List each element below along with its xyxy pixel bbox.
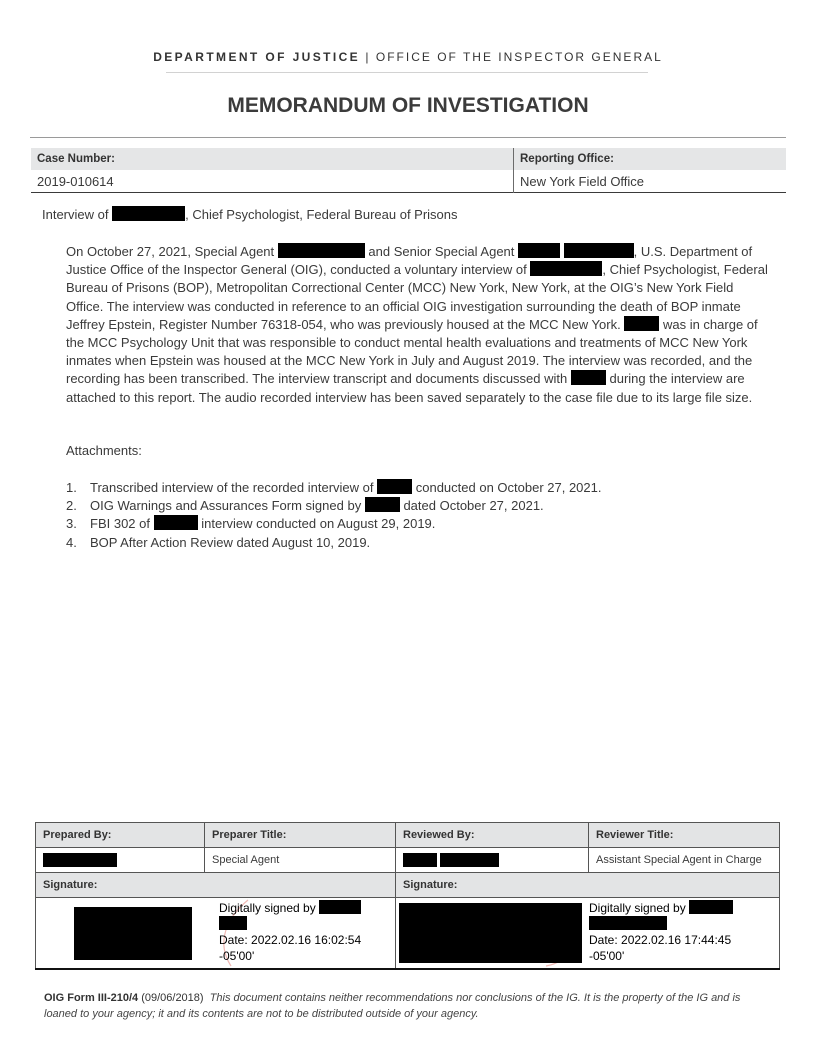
preparer-signature-label: Signature: [36,873,396,898]
interview-subject [42,206,458,222]
redaction [319,900,361,914]
reviewer-signature-label: Signature: [396,873,780,898]
signature-date: Date: 2022.02.16 17:44:45 [589,933,732,947]
attachment-text: dated October 27, 2021. [403,498,544,514]
redaction [440,853,499,867]
signature-redaction [399,903,582,963]
prepared-by-label: Prepared By: [36,823,205,848]
title-divider [30,137,786,138]
redaction [112,206,185,221]
case-info-table [31,148,786,193]
redaction [518,243,560,258]
agency-header [0,50,816,64]
redaction [624,316,659,331]
narrative-text: and Senior Special Agent [368,244,515,259]
reviewer-title-value: Assistant Special Agent in Charge [589,848,780,873]
preparer-signature-cell [36,898,396,970]
prepared-by-value [36,848,205,873]
redaction [154,515,198,530]
list-number: 1. [66,480,77,495]
reporting-office-label: Reporting Office: [514,148,787,170]
redaction [403,853,437,867]
redaction [377,479,412,494]
narrative-text: was in charge of the MCC Psychology Unit that was responsible to conduct mental health evaluations and treatments of MCC New York inmates when Epstein was housed at the MCC New York in July and August 2019. The interview was recorded, and the recording has been transcribed. The interview transcript and documents discussed with [66,316,758,387]
attachment-text: conducted on October 27, 2021. [415,480,602,495]
redaction [530,261,602,276]
attachment-text: interview conducted on August 29, 2019. [201,516,436,532]
subject-prefix: Interview of [42,207,109,222]
agency-name: DEPARTMENT OF JUSTICE [153,50,361,64]
reviewed-by-label: Reviewed By: [396,823,589,848]
case-number-label: Case Number: [31,148,514,170]
list-item [66,515,601,533]
attachment-text: FBI 302 of [90,516,150,532]
narrative-paragraph [66,243,772,407]
agency-divider [166,72,648,73]
agency-office: OFFICE OF THE INSPECTOR GENERAL [375,50,663,64]
preparer-title-label: Preparer Title: [205,823,396,848]
subject-suffix: , Chief Psychologist, Federal Bureau of Prisons [185,207,458,222]
footer-notice: This document contains neither recommendations nor conclusions of the IG. It is the property of the IG and is loaned to your agency; it and its contents are not to be distributed outside of your agency. [44,992,741,1020]
narrative-text: during the interview are attached to this report. The audio recorded interview has been saved separately to the case file due to its large file size. [66,371,753,405]
preparer-title-value: Special Agent [205,848,396,873]
redaction [365,497,400,512]
reviewer-signature-cell [396,898,780,970]
list-item [66,497,601,515]
redaction [278,243,365,258]
signature-redaction [74,907,192,960]
signature-date: Date: 2022.02.16 16:02:54 [219,933,362,947]
digital-signature-block [589,900,733,964]
list-item [66,534,601,552]
redaction [589,916,667,930]
redaction [43,853,117,867]
list-item [66,479,601,497]
redaction [689,900,733,914]
signature-timezone: -05'00' [219,949,255,963]
narrative-text: , U.S. Department of Justice Office of the Inspector General (OIG), conducted a voluntary interview of [66,244,753,278]
digital-signature-block [219,900,361,964]
signed-by-text: Digitally signed by [219,901,316,915]
form-footer [44,990,774,1022]
signature-timezone: -05'00' [589,949,625,963]
redaction [564,243,634,258]
attachment-text: BOP After Action Review dated August 10, 2019. [90,534,371,550]
reporting-office-value: New York Field Office [520,173,645,189]
signed-by-text: Digitally signed by [589,901,686,915]
form-id: OIG Form III-210/4 [44,992,139,1004]
list-number: 4. [66,534,77,550]
redaction [571,370,606,385]
agency-separator: | [360,50,376,64]
page-title: MEMORANDUM OF INVESTIGATION [227,94,589,117]
signature-table [35,822,780,970]
list-number: 2. [66,498,77,514]
case-number-value: 2019-010614 [31,170,514,193]
attachment-text: Transcribed interview of the recorded interview of [90,480,374,495]
attachment-text: OIG Warnings and Assurances Form signed by [90,498,362,514]
reviewed-by-value [396,848,589,873]
attachments-label: Attachments: [66,443,142,458]
list-number: 3. [66,516,77,532]
form-date: (09/06/2018) [138,992,204,1004]
narrative-text: On October 27, 2021, Special Agent [66,244,275,259]
redaction [219,916,247,930]
narrative-text: , Chief Psychologist, Federal Bureau of Prisons (BOP), Metropolitan Correctional Center (MCC) New York, New York, at the OIG’s New York Field Office. The interview was conducted in reference to an official OIG investigation surrounding the death of BOP inmate Jeffrey Epstein, Register Number 76318-054, who was previously housed at the MCC New York. [66,262,768,332]
reviewer-title-label: Reviewer Title: [589,823,780,848]
attachments-list [66,479,601,552]
